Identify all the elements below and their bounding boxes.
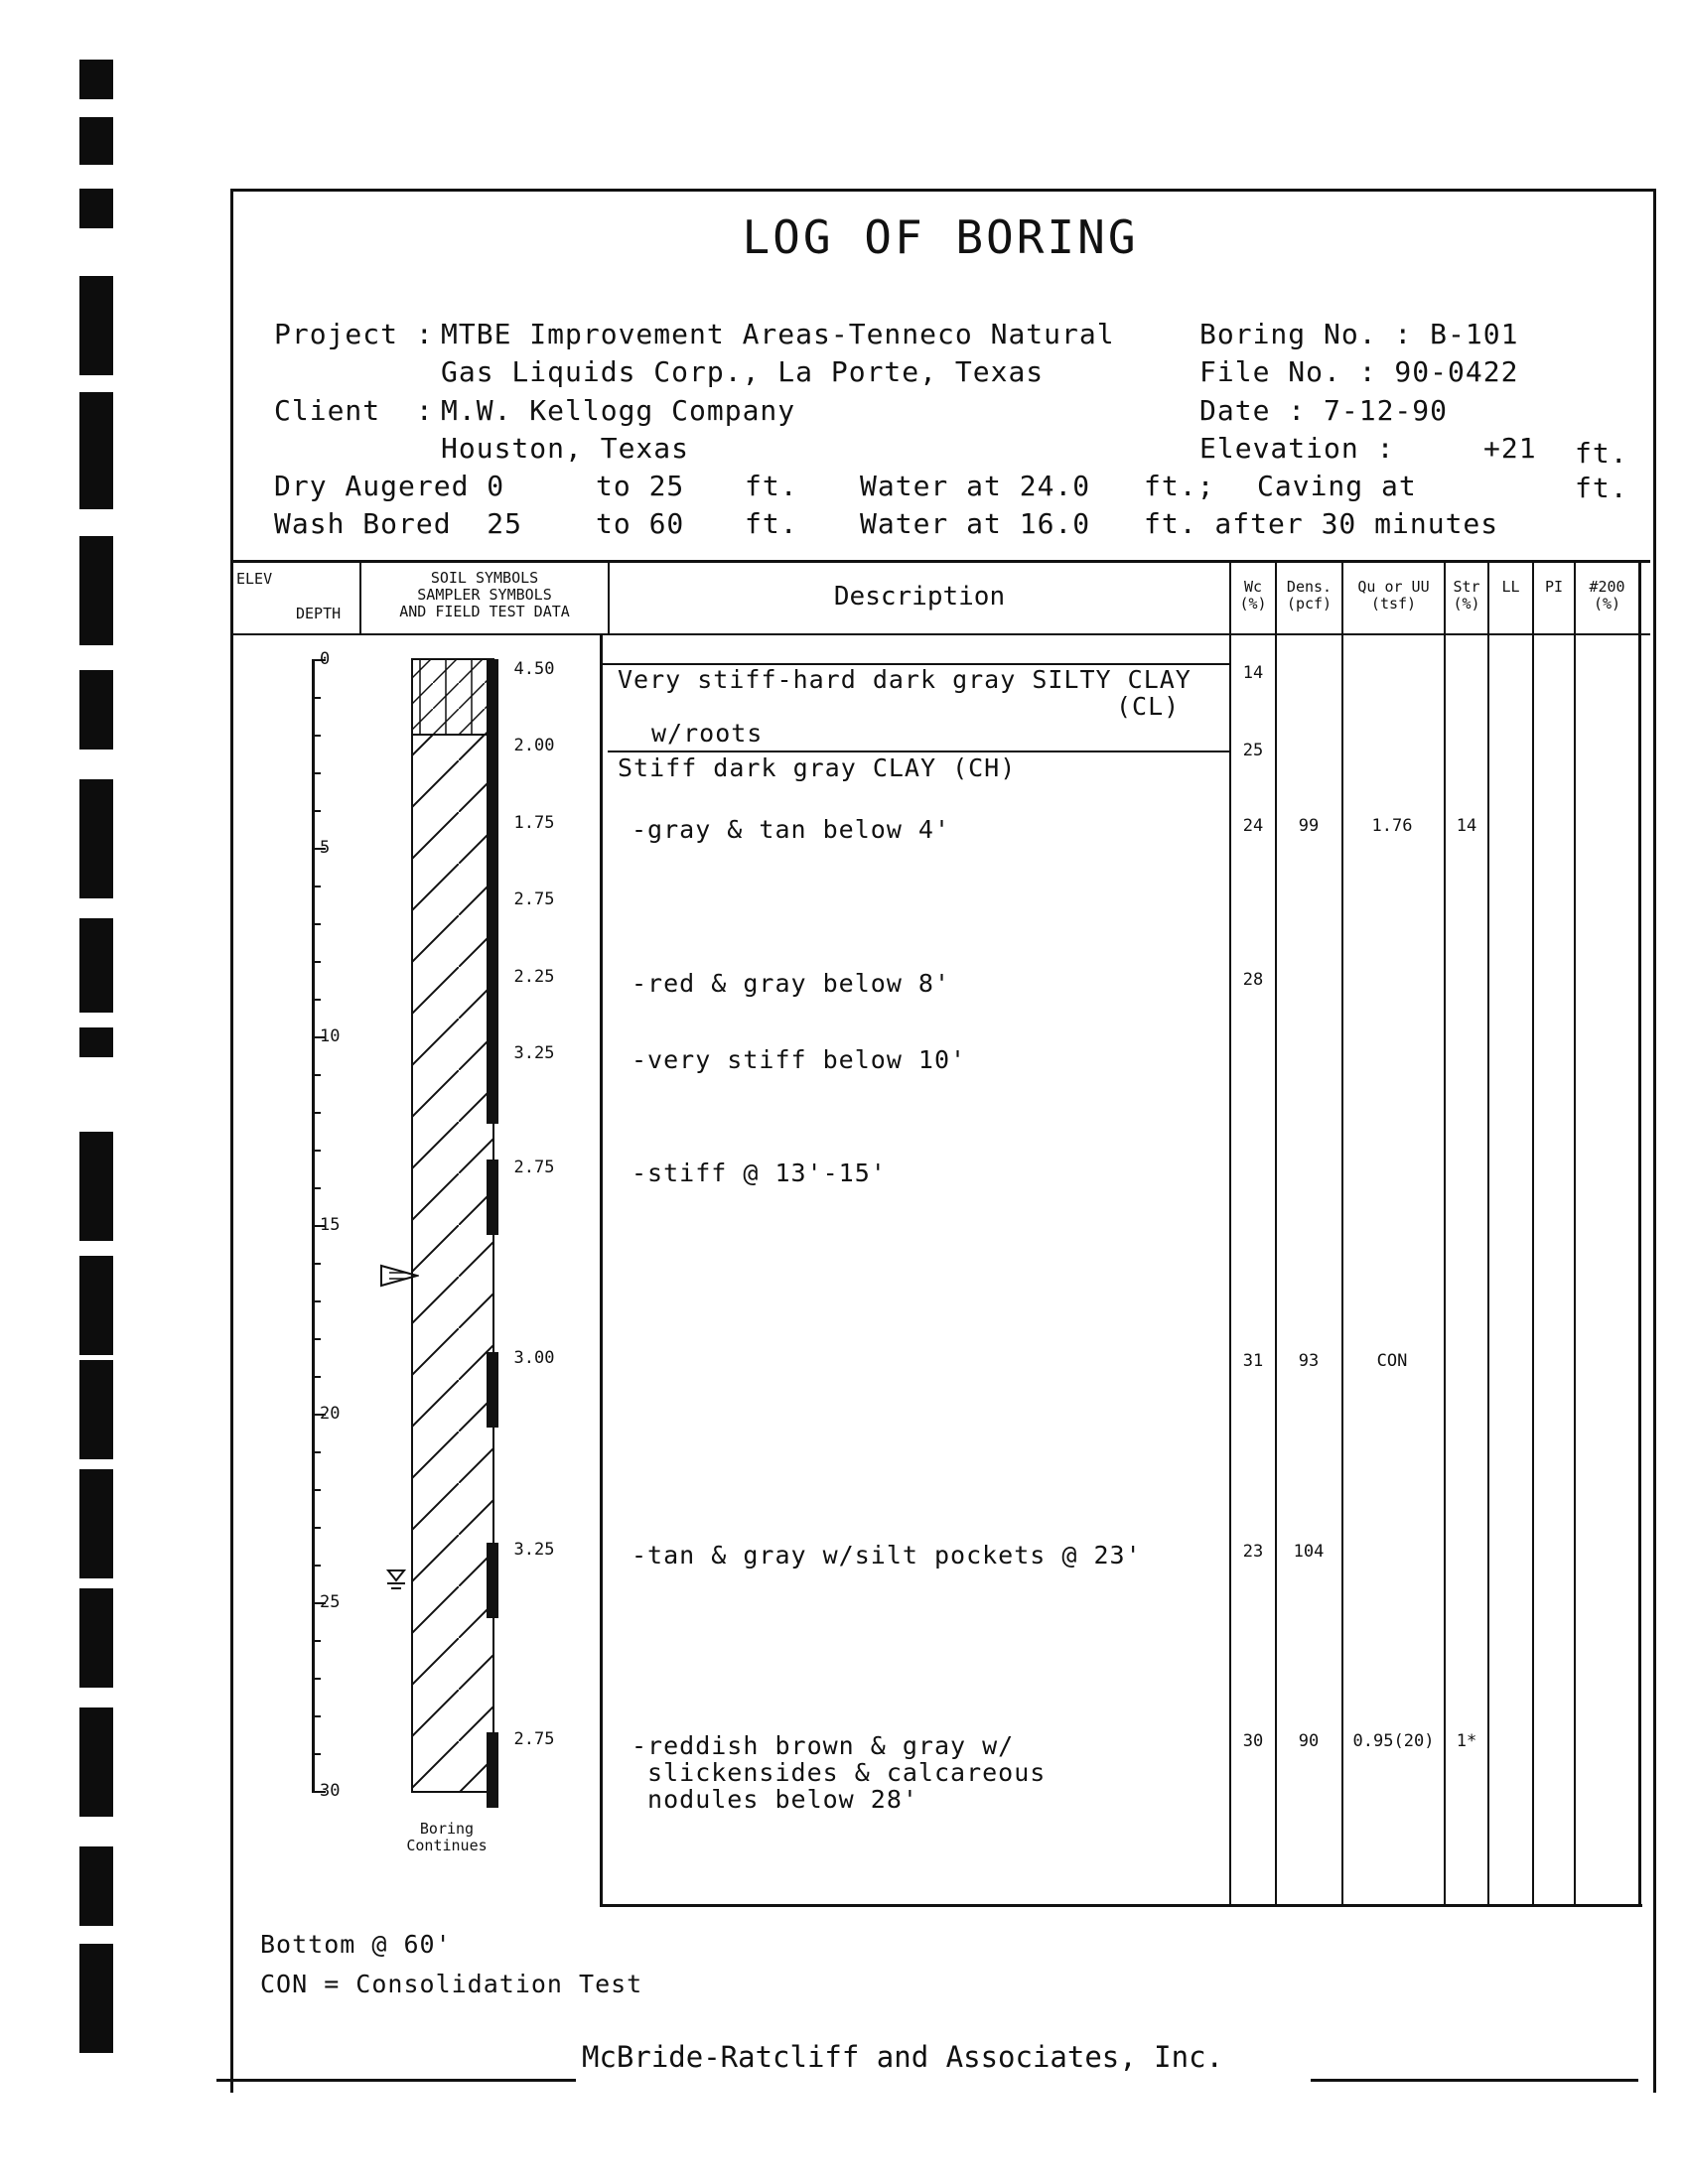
col-200 (1576, 579, 1638, 613)
wc-value: 28 (1242, 970, 1264, 990)
wc-value: 30 (1242, 1731, 1264, 1751)
col-wc-1: Wc (1243, 578, 1263, 596)
dens-value: 93 (1298, 1351, 1320, 1371)
depth-tick (312, 1527, 321, 1529)
company-footer: McBride-Ratcliff and Associates, Inc. (582, 2040, 1224, 2074)
header-bottom-line (230, 633, 1650, 635)
depth-tick (312, 1338, 321, 1340)
binder-mark (79, 189, 113, 228)
depth-tick (312, 1376, 321, 1378)
field-value: 2.00 (513, 736, 555, 755)
col-200-2: (%) (1593, 595, 1621, 613)
wash-bored-to: to 60 (596, 507, 685, 540)
sample-block (487, 737, 498, 814)
col-dens-2: (pcf) (1286, 595, 1333, 613)
field-value: 3.25 (513, 1540, 555, 1560)
depth-tick (312, 1753, 321, 1755)
description-line: -red & gray below 8' (632, 969, 951, 998)
depth-label-20: 20 (320, 1404, 341, 1424)
water-level-icon (385, 1569, 407, 1594)
binder-mark (79, 60, 113, 99)
depth-tick (312, 697, 321, 699)
elevation-unit: ft. (1575, 437, 1628, 470)
col-divider (1574, 560, 1576, 1906)
depth-label-5: 5 (320, 838, 331, 858)
col-divider (1487, 560, 1489, 1906)
depth-label-10: 10 (320, 1026, 341, 1046)
wc-value: 14 (1242, 663, 1264, 683)
boring-continues (377, 1821, 516, 1854)
depth-tick (312, 1640, 321, 1642)
sample-block (487, 1732, 498, 1808)
binder-mark (79, 1707, 113, 1817)
depth-tick (312, 999, 321, 1001)
str-value: 14 (1456, 816, 1477, 836)
boring-continues-2: Continues (406, 1837, 488, 1854)
col-divider (1341, 560, 1343, 1906)
col-depth: DEPTH (296, 605, 342, 622)
sample-block (487, 1352, 498, 1428)
col-ll: LL (1501, 578, 1520, 596)
binder-mark (79, 1469, 113, 1578)
depth-tick (312, 923, 321, 925)
depth-tick (312, 810, 321, 812)
col-str-2: (%) (1453, 595, 1480, 613)
col-wc (1231, 579, 1275, 613)
description-line: -gray & tan below 4' (632, 815, 951, 844)
sample-block (487, 1046, 498, 1124)
project-line-1: MTBE Improvement Areas-Tenneco Natural (441, 318, 1115, 350)
binder-mark (79, 1027, 113, 1057)
col-qu (1343, 579, 1444, 613)
depth-label-25: 25 (320, 1592, 341, 1612)
description-line: w/roots (651, 719, 764, 748)
binder-mark (79, 117, 113, 165)
col-soil-1: SOIL SYMBOLS (430, 569, 539, 587)
col-qu-1: Qu or UU (1357, 578, 1430, 596)
elevation-label: Elevation : (1199, 432, 1395, 465)
field-value: 2.75 (513, 889, 555, 909)
depth-tick (312, 1074, 321, 1076)
elevation-value: +21 (1483, 432, 1537, 465)
col-qu-2: (tsf) (1370, 595, 1417, 613)
depth-tick (312, 1715, 321, 1717)
wash-bored-ft: ft. (745, 507, 798, 540)
field-value: 2.75 (513, 1729, 555, 1749)
col-description: Description (833, 582, 1006, 612)
sample-block (487, 891, 498, 969)
depth-tick (312, 1112, 321, 1114)
col-soil-3: AND FIELD TEST DATA (399, 603, 570, 620)
caving-ft: ft. (1575, 472, 1628, 504)
field-value: 3.00 (513, 1348, 555, 1368)
water-level-icon (379, 1264, 419, 1288)
wash-water: Water at 16.0 (860, 507, 1091, 540)
sample-block (487, 814, 498, 891)
caving-label: Caving at (1257, 470, 1417, 502)
depth-tick (312, 961, 321, 963)
dry-augered-to: to 25 (596, 470, 685, 502)
binder-mark (79, 1846, 113, 1926)
depth-tick (312, 1187, 321, 1189)
dry-augered: Dry Augered 0 (274, 470, 505, 502)
note-con: CON = Consolidation Test (260, 1970, 643, 1998)
binder-mark (79, 1360, 113, 1459)
field-value: 2.25 (513, 967, 555, 987)
dry-water: Water at 24.0 (860, 470, 1091, 502)
depth-label-15: 15 (320, 1215, 341, 1235)
depth-tick (312, 772, 321, 774)
binder-mark (79, 1132, 113, 1241)
binder-mark (79, 1588, 113, 1688)
table-bottom-line (600, 1904, 1642, 1907)
client-line-2: Houston, Texas (441, 432, 690, 465)
sample-block (487, 659, 498, 737)
clay-layer (412, 735, 493, 1792)
boring-continues-1: Boring (419, 1820, 475, 1838)
field-value: 1.75 (513, 813, 555, 833)
silty-clay-layer (412, 659, 493, 735)
col-dens-1: Dens. (1286, 578, 1333, 596)
binder-mark (79, 1256, 113, 1355)
col-str (1446, 579, 1487, 613)
description-line: Very stiff-hard dark gray SILTY CLAY (618, 665, 1192, 694)
col-pi: PI (1544, 578, 1564, 596)
sample-block (487, 1160, 498, 1235)
col-str-1: Str (1453, 578, 1480, 596)
description-line: Stiff dark gray CLAY (CH) (618, 753, 1017, 782)
col-200-1: #200 (1589, 578, 1625, 596)
binder-mark (79, 536, 113, 645)
depth-tick (312, 1150, 321, 1152)
col-elev: ELEV (236, 570, 273, 588)
binder-mark (79, 276, 113, 375)
wc-value: 31 (1242, 1351, 1264, 1371)
wash-bored: Wash Bored 25 (274, 507, 523, 540)
dens-value: 99 (1298, 816, 1320, 836)
sample-block (487, 1543, 498, 1618)
boring-number: Boring No. : B-101 (1199, 318, 1519, 350)
binder-mark (79, 1944, 113, 2053)
depth-tick (312, 1565, 321, 1567)
col-divider (1444, 560, 1446, 1906)
qu-value: 1.76 (1371, 816, 1413, 836)
binder-mark (79, 779, 113, 898)
dry-water-ft: ft.; (1144, 470, 1215, 502)
field-value: 2.75 (513, 1158, 555, 1177)
depth-label-0: 0 (320, 649, 331, 669)
dens-value: 90 (1298, 1731, 1320, 1751)
project-label: Project : (274, 318, 434, 350)
depth-tick (312, 735, 321, 737)
col-divider (1638, 560, 1641, 1906)
description-line: -stiff @ 13'-15' (632, 1159, 887, 1187)
wc-value: 23 (1242, 1542, 1264, 1562)
dry-augered-ft: ft. (745, 470, 798, 502)
description-line: -tan & gray w/silt pockets @ 23' (632, 1541, 1142, 1570)
dens-value: 104 (1293, 1542, 1325, 1562)
description-line: -very stiff below 10' (632, 1045, 967, 1074)
depth-tick (312, 1263, 321, 1265)
binder-mark (79, 670, 113, 750)
col-divider (1275, 560, 1277, 1906)
note-bottom: Bottom @ 60' (260, 1930, 452, 1959)
depth-tick (312, 1489, 321, 1491)
depth-tick (312, 1300, 321, 1302)
file-number: File No. : 90-0422 (1199, 355, 1519, 388)
table-top-line (230, 560, 1650, 563)
description-line: -reddish brown & gray w/ (632, 1731, 1015, 1760)
col-divider (1532, 560, 1534, 1906)
str-value: 1* (1456, 1731, 1477, 1751)
qu-value: 0.95(20) (1352, 1731, 1435, 1751)
depth-tick (312, 1451, 321, 1453)
field-value: 3.25 (513, 1043, 555, 1063)
binder-mark (79, 392, 113, 509)
qu-value: CON (1376, 1351, 1408, 1371)
footer-rule-right (1311, 2079, 1638, 2082)
client-line-1: M.W. Kellogg Company (441, 394, 796, 427)
col-dens (1277, 579, 1341, 613)
depth-tick (312, 1678, 321, 1680)
wash-water-ft: ft. after 30 minutes (1144, 507, 1499, 540)
project-line-2: Gas Liquids Corp., La Porte, Texas (441, 355, 1045, 388)
client-label: Client : (274, 394, 434, 427)
col-divider (600, 635, 603, 1906)
wc-value: 25 (1242, 741, 1264, 760)
field-value: 4.50 (513, 659, 555, 679)
depth-label-30: 30 (320, 1781, 341, 1801)
footer-rule-left (216, 2079, 576, 2082)
page-title: LOG OF BORING (742, 210, 1139, 264)
col-soil-2: SAMPLER SYMBOLS (417, 586, 552, 604)
wc-value: 24 (1242, 816, 1264, 836)
log-date: Date : 7-12-90 (1199, 394, 1449, 427)
description-line: slickensides & calcareous (632, 1758, 1047, 1787)
col-wc-2: (%) (1239, 595, 1267, 613)
stratum-line (608, 751, 1229, 752)
col-divider (1229, 560, 1231, 1906)
binder-mark (79, 918, 113, 1013)
depth-tick (312, 886, 321, 887)
sample-block (487, 969, 498, 1046)
description-line: nodules below 28' (632, 1785, 918, 1814)
description-line: (CL) (1116, 692, 1181, 721)
